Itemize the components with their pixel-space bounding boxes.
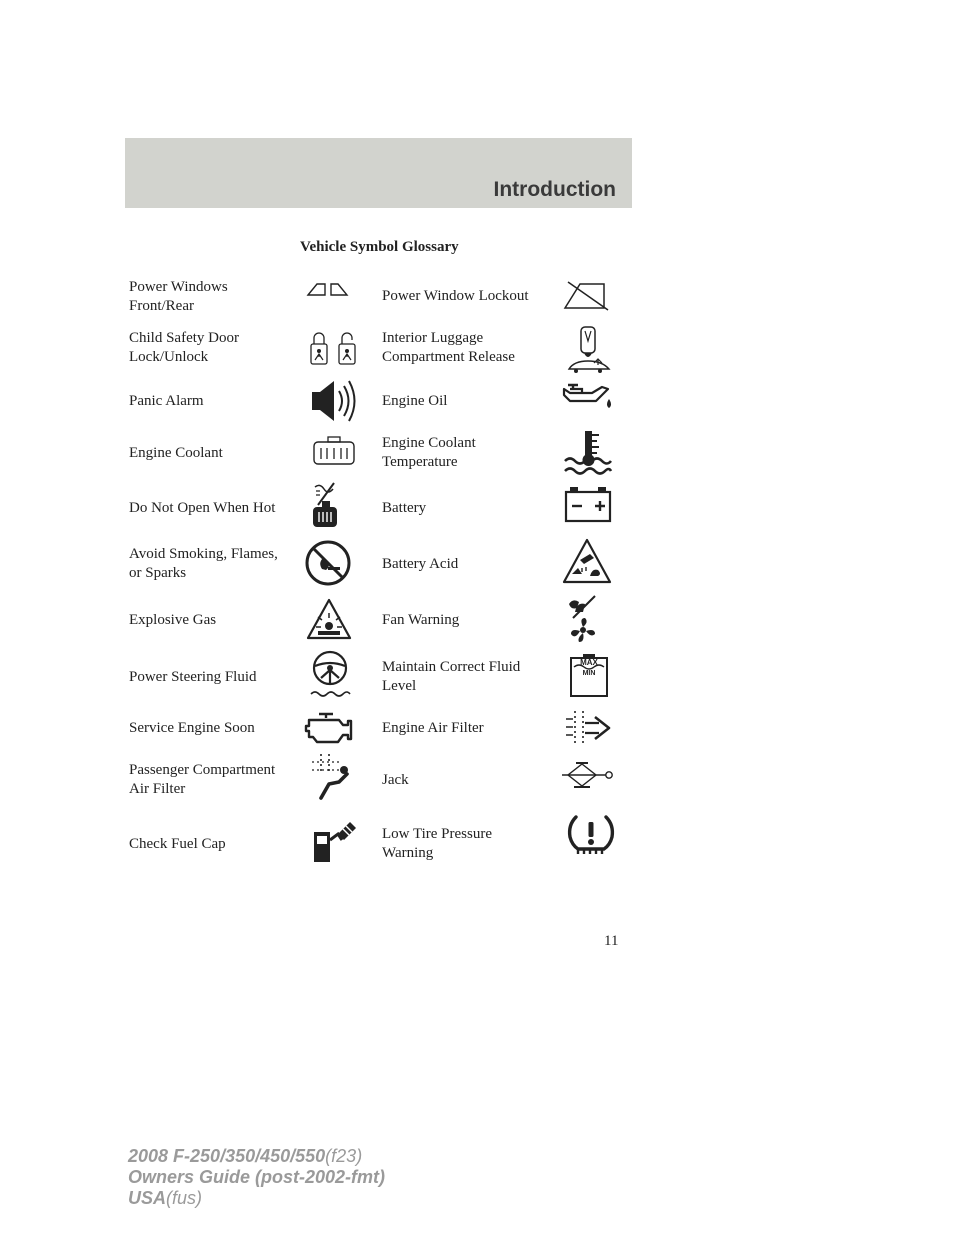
explosive-gas-icon — [306, 598, 352, 640]
air-filter-icon — [563, 709, 613, 747]
battery-acid-icon — [562, 538, 612, 584]
label-cabin-air-filter: Passenger Compartment Air Filter — [129, 762, 276, 797]
coolant-reservoir-icon — [312, 436, 356, 466]
label-luggage-release: Interior Luggage Compartment Release — [382, 330, 515, 365]
window-lockout-icon — [562, 279, 610, 311]
page-number: 11 — [604, 933, 619, 949]
footer — [128, 1146, 385, 1209]
footer-guide: Owners Guide (post-2002-fmt) — [128, 1167, 386, 1187]
label-engine-air-filter: Engine Air Filter — [382, 720, 484, 736]
label-check-fuel-cap: Check Fuel Cap — [129, 836, 226, 852]
oil-can-icon — [562, 381, 614, 413]
label-service-engine-soon: Service Engine Soon — [129, 720, 255, 736]
no-smoking-icon — [304, 539, 352, 587]
fan-icon — [565, 594, 603, 644]
engine-icon — [305, 711, 353, 745]
thermometer-waves-icon — [563, 429, 613, 475]
label-jack: Jack — [382, 772, 409, 788]
child-lock-icon — [309, 330, 359, 366]
steering-wheel-icon — [309, 650, 351, 700]
label-battery: Battery — [382, 500, 427, 516]
fluid-max-label: MAX — [580, 658, 598, 667]
power-windows-icon — [306, 281, 350, 297]
battery-icon — [564, 485, 612, 523]
label-low-tire-pressure: Low Tire Pressure Warning — [382, 826, 493, 861]
label-power-window-lockout: Power Window Lockout — [382, 288, 529, 304]
fluid-min-label: MIN — [582, 670, 596, 677]
label-battery-acid: Battery Acid — [382, 556, 459, 572]
glossary-title: Vehicle Symbol Glossary — [300, 239, 459, 255]
jack-icon — [560, 762, 614, 788]
label-explosive-gas: Explosive Gas — [129, 612, 217, 628]
label-engine-oil: Engine Oil — [382, 393, 448, 409]
header-band — [125, 138, 632, 208]
footer-market-code: (fus) — [166, 1188, 203, 1208]
label-engine-coolant: Engine Coolant — [129, 445, 223, 461]
footer-line-1 — [128, 1146, 385, 1167]
footer-line-2 — [128, 1167, 385, 1188]
fluid-level-icon — [569, 653, 609, 699]
label-fluid-level: Maintain Correct Fluid Level — [382, 659, 521, 694]
cabin-air-filter-icon — [309, 752, 353, 802]
label-child-safety-lock: Child Safety Door Lock/Unlock — [129, 330, 239, 365]
label-panic-alarm: Panic Alarm — [129, 393, 204, 409]
section-title: Introduction — [493, 178, 616, 201]
label-avoid-smoking: Avoid Smoking, Flames, or Sparks — [129, 546, 278, 581]
label-fan-warning: Fan Warning — [382, 612, 460, 628]
footer-market: USA — [128, 1188, 167, 1208]
label-do-not-open-hot: Do Not Open When Hot — [129, 500, 276, 516]
speaker-icon — [310, 379, 358, 423]
footer-model: 2008 F-250/350/450/550 — [128, 1146, 326, 1166]
fuel-cap-icon — [310, 820, 358, 864]
tire-pressure-icon — [566, 813, 616, 855]
label-power-steering-fluid: Power Steering Fluid — [129, 669, 257, 685]
label-power-windows: Power Windows Front/Rear — [129, 279, 228, 314]
trunk-release-icon — [566, 325, 612, 375]
do-not-open-hot-icon — [310, 481, 340, 529]
footer-line-3 — [128, 1188, 385, 1209]
label-coolant-temperature: Engine Coolant Temperature — [382, 435, 476, 470]
footer-model-code: (f23) — [325, 1146, 363, 1166]
